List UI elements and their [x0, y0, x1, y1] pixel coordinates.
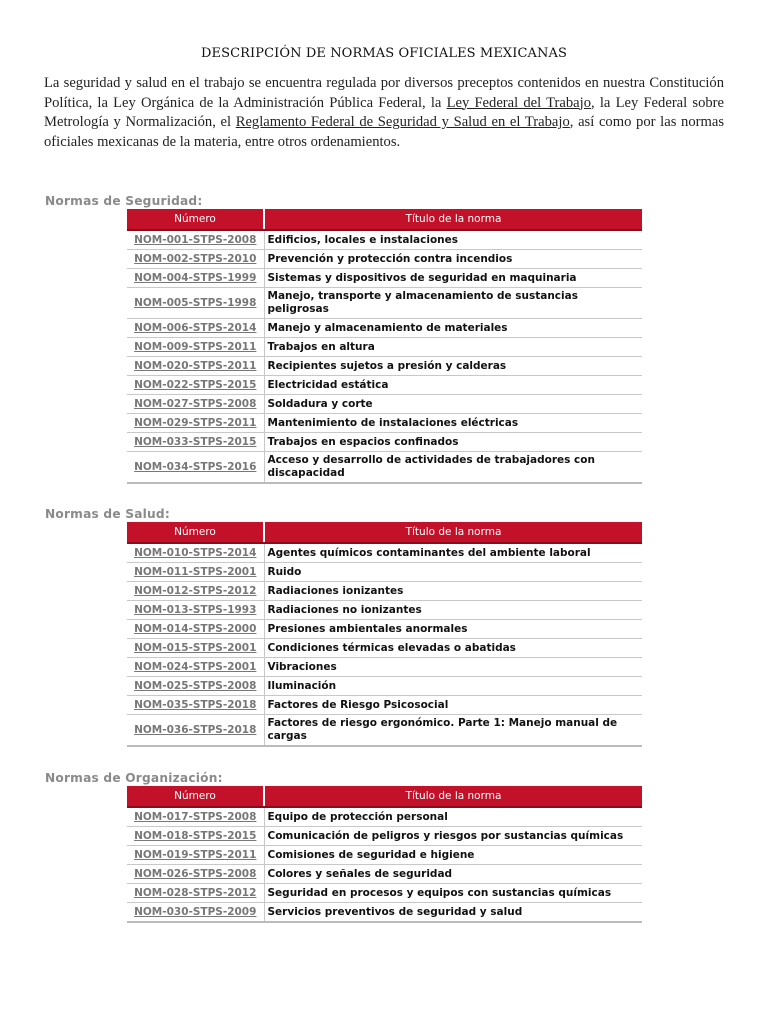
- norm-code-link[interactable]: NOM-022-STPS-2015: [127, 376, 264, 395]
- norm-title: Equipo de protección personal: [264, 807, 642, 827]
- norm-code-link[interactable]: NOM-024-STPS-2001: [127, 658, 264, 677]
- table-row: [127, 658, 642, 677]
- norm-code-link[interactable]: NOM-013-STPS-1993: [127, 601, 264, 620]
- table-row: [127, 230, 642, 250]
- table-row: [127, 319, 642, 338]
- table-row: [127, 846, 642, 865]
- table-header-row: [127, 786, 642, 807]
- section-heading-salud: Normas de Salud:: [45, 507, 170, 521]
- table-row: [127, 414, 642, 433]
- table-row: [127, 395, 642, 414]
- table-row: [127, 696, 642, 715]
- table-row: [127, 715, 642, 747]
- norm-title: Sistemas y dispositivos de seguridad en maquinaria: [264, 269, 642, 288]
- norm-code-link[interactable]: NOM-004-STPS-1999: [127, 269, 264, 288]
- norm-code-link[interactable]: NOM-026-STPS-2008: [127, 865, 264, 884]
- norm-title: Radiaciones no ionizantes: [264, 601, 642, 620]
- intro-text-3: , así como por las normas oficiales mexicanas de la materia, entre otros ordenamientos.: [44, 114, 725, 150]
- norm-title: Radiaciones ionizantes: [264, 582, 642, 601]
- table-row: [127, 601, 642, 620]
- norm-title: Vibraciones: [264, 658, 642, 677]
- norm-title: Edificios, locales e instalaciones: [264, 230, 642, 250]
- norm-code-link[interactable]: NOM-011-STPS-2001: [127, 563, 264, 582]
- column-header-numero: Número: [127, 786, 264, 807]
- norm-title: Mantenimiento de instalaciones eléctricas: [264, 414, 642, 433]
- norm-title: Soldadura y corte: [264, 395, 642, 414]
- norm-code-link[interactable]: NOM-036-STPS-2018: [127, 715, 264, 747]
- norm-title: Recipientes sujetos a presión y calderas: [264, 357, 642, 376]
- norm-code-link[interactable]: NOM-029-STPS-2011: [127, 414, 264, 433]
- norm-code-link[interactable]: NOM-015-STPS-2001: [127, 639, 264, 658]
- norm-code-link[interactable]: NOM-001-STPS-2008: [127, 230, 264, 250]
- norm-code-link[interactable]: NOM-010-STPS-2014: [127, 543, 264, 563]
- table-row: [127, 620, 642, 639]
- norm-title: Servicios preventivos de seguridad y salud: [264, 903, 642, 923]
- table-row: [127, 338, 642, 357]
- intro-paragraph: [44, 74, 724, 152]
- norm-title: Ruido: [264, 563, 642, 582]
- table-row: [127, 884, 642, 903]
- norm-title: Presiones ambientales anormales: [264, 620, 642, 639]
- norm-code-link[interactable]: NOM-033-STPS-2015: [127, 433, 264, 452]
- table-row: [127, 543, 642, 563]
- norm-title: Manejo, transporte y almacenamiento de sustancias peligrosas: [264, 288, 642, 319]
- norm-code-link[interactable]: NOM-027-STPS-2008: [127, 395, 264, 414]
- column-header-titulo: Título de la norma: [264, 209, 642, 230]
- table-row: [127, 563, 642, 582]
- norm-title: Factores de riesgo ergonómico. Parte 1: Manejo manual de cargas: [264, 715, 642, 747]
- norm-code-link[interactable]: NOM-034-STPS-2016: [127, 452, 264, 484]
- norm-code-link[interactable]: NOM-020-STPS-2011: [127, 357, 264, 376]
- norm-title: Comunicación de peligros y riesgos por sustancias químicas: [264, 827, 642, 846]
- norm-code-link[interactable]: NOM-006-STPS-2014: [127, 319, 264, 338]
- norm-code-link[interactable]: NOM-035-STPS-2018: [127, 696, 264, 715]
- norm-code-link[interactable]: NOM-009-STPS-2011: [127, 338, 264, 357]
- norm-code-link[interactable]: NOM-014-STPS-2000: [127, 620, 264, 639]
- norm-title: Condiciones térmicas elevadas o abatidas: [264, 639, 642, 658]
- norm-code-link[interactable]: NOM-019-STPS-2011: [127, 846, 264, 865]
- table-header-row: [127, 209, 642, 230]
- intro-text-2: , la Ley Federal sobre Metrología y Normalización, el: [44, 94, 725, 130]
- table-row: [127, 288, 642, 319]
- link-ley-federal-trabajo[interactable]: Ley Federal del Trabajo: [446, 94, 592, 111]
- norm-title: Agentes químicos contaminantes del ambiente laboral: [264, 543, 642, 563]
- table-organizacion: [127, 786, 642, 923]
- column-header-numero: Número: [127, 209, 264, 230]
- table-row: [127, 250, 642, 269]
- document-title: DESCRIPCIÓN DE NORMAS OFICIALES MEXICANAS: [200, 46, 568, 61]
- norm-title: Colores y señales de seguridad: [264, 865, 642, 884]
- column-header-titulo: Título de la norma: [264, 786, 642, 807]
- table-row: [127, 639, 642, 658]
- table-row: [127, 865, 642, 884]
- norm-title: Factores de Riesgo Psicosocial: [264, 696, 642, 715]
- column-header-titulo: Título de la norma: [264, 522, 642, 543]
- norm-title: Iluminación: [264, 677, 642, 696]
- norm-code-link[interactable]: NOM-030-STPS-2009: [127, 903, 264, 923]
- table-row: [127, 357, 642, 376]
- table-row: [127, 376, 642, 395]
- norm-code-link[interactable]: NOM-005-STPS-1998: [127, 288, 264, 319]
- norm-title: Electricidad estática: [264, 376, 642, 395]
- table-row: [127, 433, 642, 452]
- norm-title: Seguridad en procesos y equipos con sustancias químicas: [264, 884, 642, 903]
- norm-code-link[interactable]: NOM-002-STPS-2010: [127, 250, 264, 269]
- norm-title: Trabajos en altura: [264, 338, 642, 357]
- table-row: [127, 827, 642, 846]
- table-row: [127, 582, 642, 601]
- intro-text-1: La seguridad y salud en el trabajo se encuentra regulada por diversos preceptos contenidos en nuestra Constitución Política, la Ley Orgánica de la Administración Pública Federal, la: [44, 75, 724, 111]
- table-row: [127, 903, 642, 923]
- table-header-row: [127, 522, 642, 543]
- norm-title: Trabajos en espacios confinados: [264, 433, 642, 452]
- table-row: [127, 452, 642, 484]
- link-reglamento-federal[interactable]: Reglamento Federal de Seguridad y Salud en el Trabajo: [235, 114, 570, 130]
- table-row: [127, 269, 642, 288]
- norm-title: Prevención y protección contra incendios: [264, 250, 642, 269]
- norm-code-link[interactable]: NOM-028-STPS-2012: [127, 884, 264, 903]
- table-salud: [127, 522, 642, 747]
- norm-code-link[interactable]: NOM-012-STPS-2012: [127, 582, 264, 601]
- norm-code-link[interactable]: NOM-025-STPS-2008: [127, 677, 264, 696]
- norm-code-link[interactable]: NOM-017-STPS-2008: [127, 807, 264, 827]
- norm-code-link[interactable]: NOM-018-STPS-2015: [127, 827, 264, 846]
- section-heading-organizacion: Normas de Organización:: [45, 771, 223, 785]
- norm-title: Comisiones de seguridad e higiene: [264, 846, 642, 865]
- norm-title: Acceso y desarrollo de actividades de trabajadores con discapacidad: [264, 452, 642, 484]
- table-row: [127, 677, 642, 696]
- column-header-numero: Número: [127, 522, 264, 543]
- table-row: [127, 807, 642, 827]
- norm-title: Manejo y almacenamiento de materiales: [264, 319, 642, 338]
- section-heading-seguridad: Normas de Seguridad:: [45, 194, 203, 208]
- table-seguridad: [127, 209, 642, 484]
